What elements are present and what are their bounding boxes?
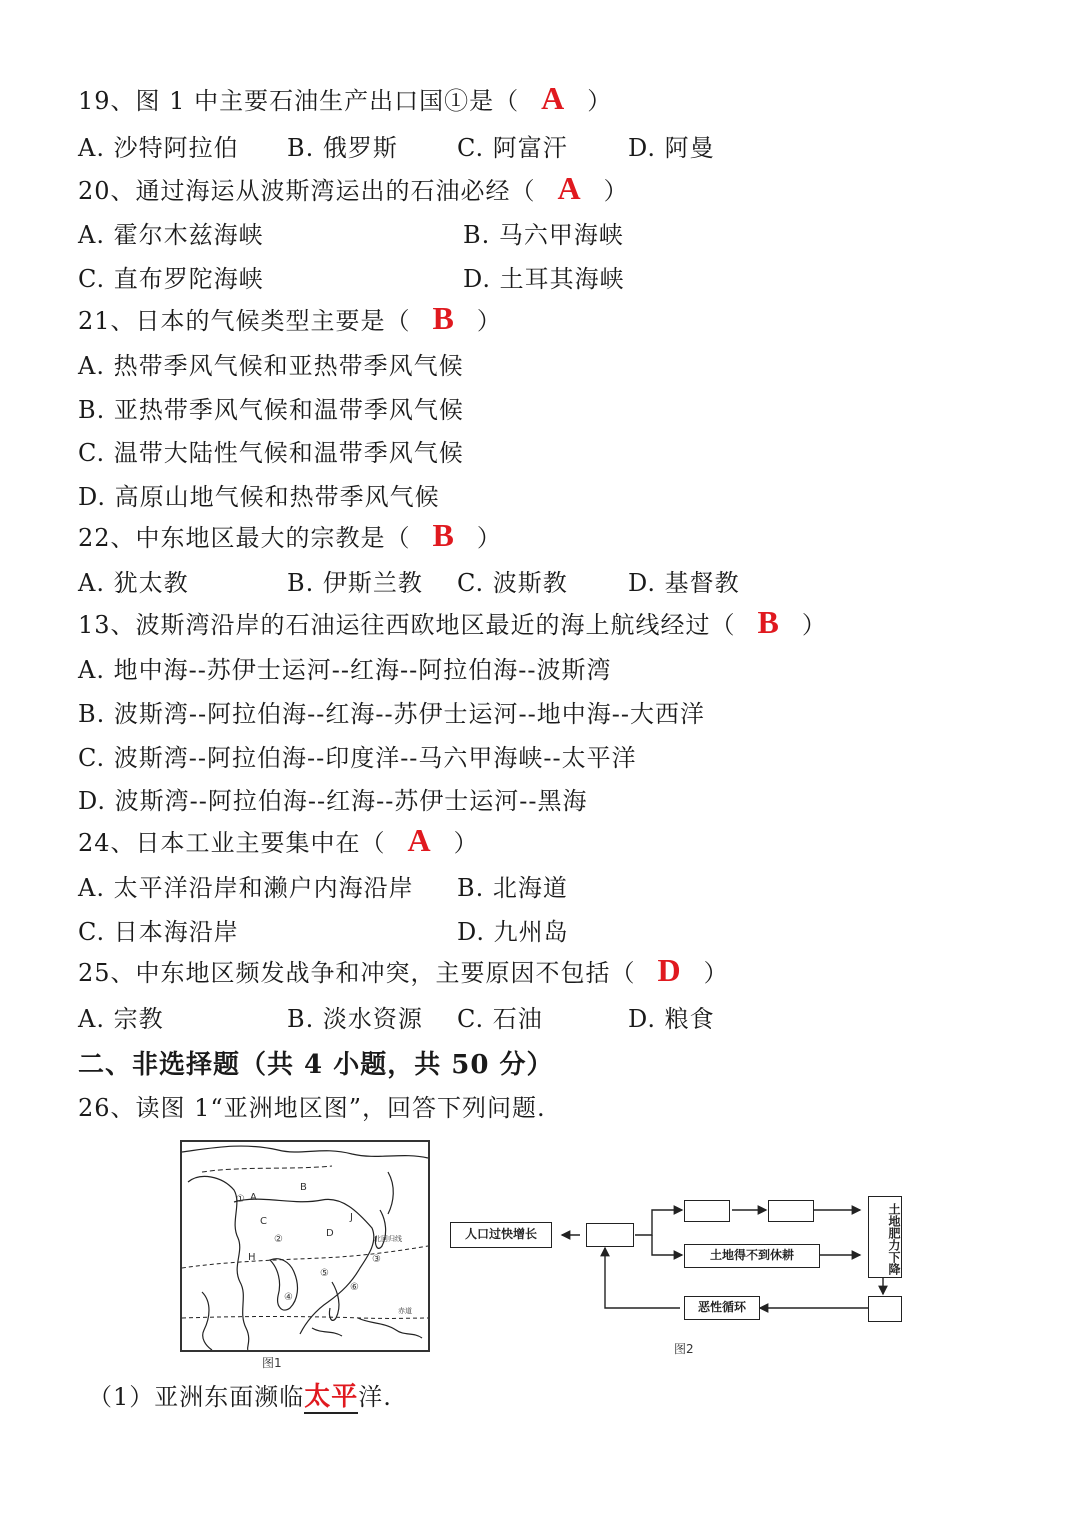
paren-close: ） bbox=[703, 959, 729, 987]
question-19 bbox=[78, 80, 612, 117]
map-label: ⑤ bbox=[320, 1268, 329, 1279]
option-c: C. 波斯教 bbox=[457, 569, 568, 597]
question-25 bbox=[78, 952, 729, 989]
figure-1-caption: 图1 bbox=[262, 1356, 282, 1370]
option-a: A. 犹太教 bbox=[78, 569, 189, 597]
flow-box-empty bbox=[586, 1223, 634, 1247]
map-label: ② bbox=[274, 1234, 283, 1245]
answer-mark: B bbox=[432, 517, 455, 553]
map-label: B bbox=[300, 1182, 307, 1193]
option-c: C. 阿富汗 bbox=[457, 134, 568, 162]
question-stem: 25、中东地区频发战争和冲突，主要原因不包括（ bbox=[78, 959, 636, 987]
map-label: ① bbox=[236, 1194, 245, 1205]
option-c: C. 温带大陆性气候和温带季风气候 bbox=[78, 439, 464, 467]
flow-box-vicious-cycle: 恶性循环 bbox=[684, 1296, 760, 1320]
paren-close: ） bbox=[603, 177, 629, 205]
question-24 bbox=[78, 822, 479, 859]
paren-close: ） bbox=[801, 611, 827, 639]
fill-answer: 太平 bbox=[304, 1382, 359, 1412]
answer-mark: D bbox=[657, 952, 682, 988]
option-a: A. 霍尔木兹海峡 bbox=[78, 221, 264, 249]
question-stem: 19、图 1 中主要石油生产出口国①是（ bbox=[78, 87, 520, 115]
section-title: 二、非选择题（共 4 小题，共 50 分） bbox=[78, 1050, 554, 1080]
asia-map bbox=[180, 1140, 430, 1352]
option-b: B. 俄罗斯 bbox=[287, 134, 398, 162]
option-d: D. 高原山地气候和热带季风气候 bbox=[78, 483, 440, 511]
question-stem: 21、日本的气候类型主要是（ bbox=[78, 307, 411, 335]
paren-close: ） bbox=[476, 524, 502, 552]
question-stem: 13、波斯湾沿岸的石油运往西欧地区最近的海上航线经过（ bbox=[78, 611, 736, 639]
option-a: A. 地中海--苏伊士运河--红海--阿拉伯海--波斯湾 bbox=[78, 656, 612, 684]
subquestion-1 bbox=[88, 1376, 392, 1413]
option-a: A. 热带季风气候和亚热带季风气候 bbox=[78, 352, 464, 380]
answer-mark: A bbox=[557, 170, 582, 206]
question-stem: 20、通过海运从波斯湾运出的石油必经（ bbox=[78, 177, 536, 205]
flow-diagram-arrows bbox=[440, 1190, 910, 1330]
answer-mark: A bbox=[407, 822, 432, 858]
map-label: A bbox=[250, 1192, 257, 1203]
map-label: 北回归线 bbox=[374, 1235, 402, 1243]
option-d: D. 基督教 bbox=[628, 569, 740, 597]
option-b: B. 波斯湾--阿拉伯海--红海--苏伊士运河--地中海--大西洋 bbox=[78, 700, 705, 728]
map-label: ④ bbox=[284, 1292, 293, 1303]
paren-close: ） bbox=[453, 829, 479, 857]
map-label: C bbox=[260, 1216, 267, 1227]
flow-box-empty bbox=[868, 1296, 902, 1322]
option-c: C. 石油 bbox=[457, 1005, 543, 1033]
option-d: D. 阿曼 bbox=[628, 134, 715, 162]
option-b: B. 北海道 bbox=[457, 874, 568, 902]
flow-box-empty bbox=[684, 1200, 730, 1222]
option-c: C. 日本海沿岸 bbox=[78, 918, 239, 946]
question-13 bbox=[78, 604, 827, 641]
option-c: C. 波斯湾--阿拉伯海--印度洋--马六甲海峡--太平洋 bbox=[78, 744, 637, 772]
flow-box-no-fallow: 土地得不到休耕 bbox=[684, 1244, 820, 1268]
option-b: B. 马六甲海峡 bbox=[463, 221, 624, 249]
option-c: C. 直布罗陀海峡 bbox=[78, 265, 264, 293]
map-label: ⑥ bbox=[350, 1282, 359, 1293]
question-22 bbox=[78, 517, 502, 554]
flow-box-empty bbox=[768, 1200, 814, 1222]
subquestion-prefix: （1）亚洲东面濒临 bbox=[88, 1383, 305, 1411]
map-label: D bbox=[326, 1228, 334, 1239]
option-b: B. 伊斯兰教 bbox=[287, 569, 423, 597]
option-b: B. 淡水资源 bbox=[287, 1005, 423, 1033]
option-b: B. 亚热带季风气候和温带季风气候 bbox=[78, 396, 464, 424]
asia-map-drawing bbox=[182, 1142, 428, 1350]
map-label: H bbox=[248, 1252, 256, 1263]
map-label: ③ bbox=[372, 1254, 381, 1265]
answer-mark: B bbox=[432, 300, 455, 336]
question-stem: 24、日本工业主要集中在（ bbox=[78, 829, 386, 857]
question-20 bbox=[78, 170, 629, 207]
answer-mark: A bbox=[541, 80, 566, 116]
option-a: A. 宗教 bbox=[78, 1005, 164, 1033]
flow-box-fertility: 土地肥力下降 bbox=[868, 1196, 902, 1278]
option-d: D. 九州岛 bbox=[457, 918, 569, 946]
question-26-stem: 26、读图 1“亚洲地区图”，回答下列问题. bbox=[78, 1094, 546, 1122]
option-a: A. 沙特阿拉伯 bbox=[78, 134, 239, 162]
map-label: 赤道 bbox=[398, 1307, 412, 1315]
question-21 bbox=[78, 300, 502, 337]
paren-close: ） bbox=[587, 87, 613, 115]
option-d: D. 波斯湾--阿拉伯海--红海--苏伊士运河--黑海 bbox=[78, 787, 588, 815]
subquestion-suffix: 洋. bbox=[358, 1383, 392, 1411]
option-d: D. 粮食 bbox=[628, 1005, 715, 1033]
flow-box-population: 人口过快增长 bbox=[450, 1222, 552, 1248]
figure-2-caption: 图2 bbox=[674, 1342, 694, 1356]
option-a: A. 太平洋沿岸和濑户内海沿岸 bbox=[78, 874, 414, 902]
paren-close: ） bbox=[476, 307, 502, 335]
answer-mark: B bbox=[757, 604, 780, 640]
option-d: D. 土耳其海峡 bbox=[463, 265, 625, 293]
map-label: J bbox=[350, 1212, 353, 1223]
question-stem: 22、中东地区最大的宗教是（ bbox=[78, 524, 411, 552]
